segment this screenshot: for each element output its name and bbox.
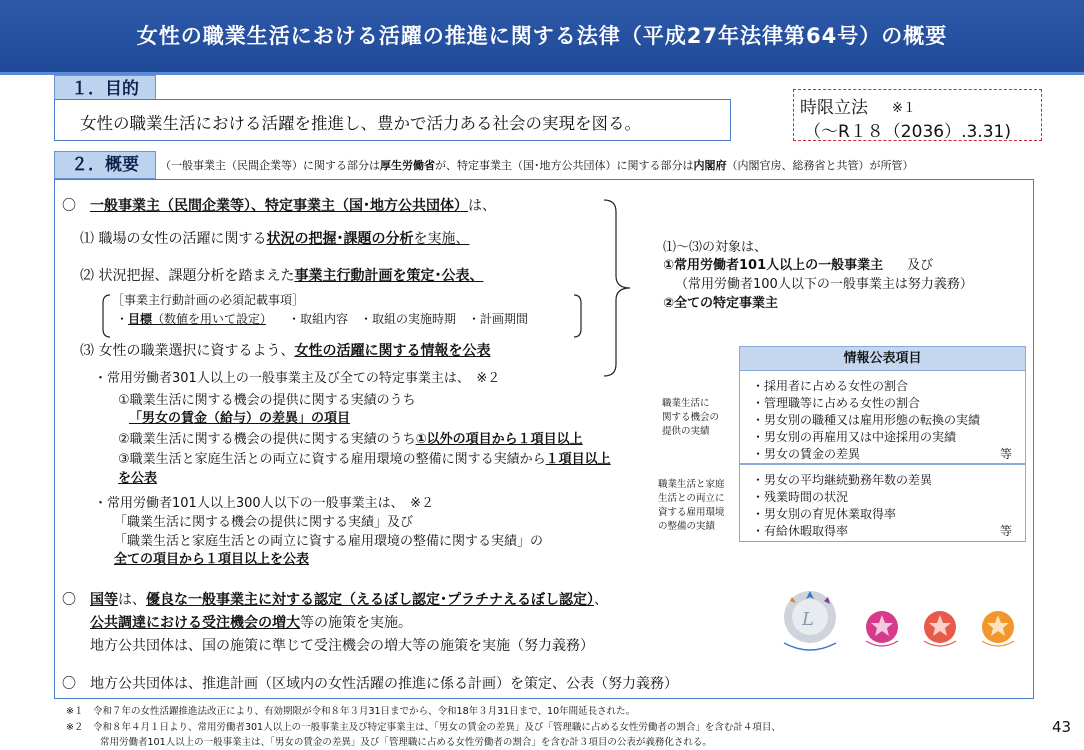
header-divider xyxy=(0,72,1084,75)
eruboshi-3-icon xyxy=(866,611,898,646)
mid-req-2: 「職業生活と家庭生活との両立に資する雇用環境の整備に関する実績」の xyxy=(114,534,544,549)
bullet-1-subject: 一般事業主（民間企業等）、特定事業主（国･地方公共団体） xyxy=(90,198,468,214)
item-1-text: ⑴ 職場の女性の活躍に関する xyxy=(80,231,267,247)
info-item: ・有給休暇取得率 xyxy=(752,524,849,538)
target-small-note: （常用労働者100人以下の一般事業主は努力義務） xyxy=(675,277,973,292)
purpose-text: 女性の職業生活における活躍を推進し、豊かで活力ある社会の実現を図る。 xyxy=(80,114,641,133)
large-employer-line: ・常用労働者301人以上の一般事業主及び全ての特定事業主は、 ※２ xyxy=(94,371,501,386)
eruboshi-logos xyxy=(770,585,1040,665)
bullet-3: 地方公共団体は、推進計画（区域内の女性活躍の推進に係る計画）を策定、公表（努力義務） xyxy=(90,676,678,692)
purpose-box xyxy=(54,99,731,141)
large-req-2-text: ②職業生活に関する機会の提供に関する実績のうち xyxy=(118,432,416,447)
caption-ministry-mhlw: 厚生労働省 xyxy=(380,159,435,172)
label-line: 職業生活と家庭 xyxy=(658,479,725,490)
target-general xyxy=(663,254,933,273)
required-items-title: ［事業主行動計画の必須記載事項］ xyxy=(112,293,305,307)
bullet-2-line-3: 地方公共団体は、国の施策に準じて受注機会の増大等の施策を実施（努力義務） xyxy=(90,638,594,654)
info-group-1-label xyxy=(662,397,719,439)
bullet-2-subject: 国等 xyxy=(90,592,118,608)
large-req-1a: ①職業生活に関する機会の提供に関する実績のうち xyxy=(118,393,416,408)
page-title: 女性の職業生活における活躍の推進に関する法律（平成27年法律第64号）の概要 xyxy=(136,24,948,48)
required-items-list xyxy=(116,310,528,327)
target-brace xyxy=(600,196,640,380)
platinum-eruboshi-icon xyxy=(784,591,836,650)
info-item: ・男女別の再雇用又は中途採用の実績 xyxy=(752,430,957,444)
req-goal-note: （数値を用いて設定） xyxy=(152,312,267,326)
bullet-2-comma: 、 xyxy=(594,592,608,608)
bullet-2-end: 等の施策を実施。 xyxy=(300,615,412,631)
eruboshi-1-icon xyxy=(982,611,1014,646)
info-item: ・残業時間の状況 xyxy=(752,490,849,504)
info-items-header: 情報公表項目 xyxy=(739,346,1026,372)
target-general-emph: ①常用労働者101人以上の一般事業主 xyxy=(663,258,884,273)
overview-caption xyxy=(160,157,914,173)
info-group-2-box xyxy=(739,464,1026,542)
mid-req-1: 「職業生活に関する機会の提供に関する実績」及び xyxy=(114,515,414,530)
bullet-marker: 〇 xyxy=(62,676,76,692)
footnote-2a: ※２ 令和８年４月１日より、常用労働者301人以上の一般事業主及び特定事業主は、「男女の賃金の差異」及び「管理職に占める女性労働者の割合」を含む計４項目、 xyxy=(66,722,781,733)
caption-ministry-cao: 内閣府 xyxy=(693,159,727,172)
info-item: ・男女別の職種又は雇用形態の転換の実績 xyxy=(752,413,981,427)
info-etc: 等 xyxy=(1000,447,1013,461)
info-item: ・男女の平均継続勤務年数の差異 xyxy=(752,473,933,487)
item-1-end: を実施、 xyxy=(413,231,470,247)
purpose-label: １．目的 xyxy=(54,75,156,103)
item-3-emph: 女性の活躍に関する情報を公表 xyxy=(294,343,491,359)
mid-req-3: 全ての項目から１項目以上を公表 xyxy=(114,552,310,567)
bullet-2-line-2 xyxy=(90,612,412,632)
bullet-2-certification: 優良な一般事業主に対する認定（えるぼし認定･プラチナえるぼし認定） xyxy=(146,592,594,608)
time-limit-period: （～R１８（2036）.3.31) xyxy=(804,122,1011,142)
bullet-1 xyxy=(90,195,496,215)
item-3 xyxy=(80,340,490,360)
large-req-3 xyxy=(118,448,611,467)
time-limit-title: 時限立法 xyxy=(800,98,868,118)
item-2 xyxy=(80,265,483,285)
info-group-1-box xyxy=(739,370,1026,464)
info-etc: 等 xyxy=(1000,524,1013,538)
item-1 xyxy=(80,228,469,248)
mid-employer-line: ・常用労働者101人以上300人以下の一般事業主は、 ※２ xyxy=(94,496,435,511)
page-number: 43 xyxy=(1052,718,1072,736)
item-2-text: ⑵ 状況把握、課題分析を踏まえた xyxy=(80,268,295,284)
caption-part: が、特定事業主（国･地方公共団体）に関する部分は xyxy=(435,159,694,172)
caption-part: （一般事業主（民間企業等）に関する部分は xyxy=(160,159,380,172)
svg-text:L: L xyxy=(802,609,814,630)
large-req-3-end: を公表 xyxy=(118,471,158,486)
target-intro: ⑴～⑶の対象は、 xyxy=(663,240,768,255)
large-req-3-text: ③職業生活と家庭生活との両立に資する雇用環境の整備に関する実績から xyxy=(118,452,546,467)
item-1-emph: 状況の把握･課題の分析 xyxy=(266,231,414,247)
req-bullet: ・ xyxy=(116,312,129,326)
label-line: 職業生活に xyxy=(662,398,710,409)
label-line: 生活との両立に xyxy=(658,493,725,504)
large-req-2 xyxy=(118,428,583,447)
item-3-text: ⑶ 女性の職業選択に資するよう、 xyxy=(80,343,295,359)
bullet-1-suffix: は、 xyxy=(468,198,496,214)
info-item: ・男女別の育児休業取得率 xyxy=(752,507,897,521)
large-req-2-emph: ①以外の項目から１項目以上 xyxy=(415,432,583,447)
time-limit-box xyxy=(793,89,1042,141)
large-req-3-emph: １項目以上 xyxy=(545,452,611,467)
footnote-1: ※１ 令和７年の女性活躍推進法改正により、有効期限が令和８年３月31日までから、令和18年３月31日まで、10年間延長された。 xyxy=(66,706,636,717)
footnote-2b: 常用労働者101人以上の一般事業主は、「男女の賃金の差異」及び「管理職に占める女性労働者の割合」を含む計３項目の公表が義務化される。 xyxy=(100,737,712,748)
item-2-emph: 事業主行動計画を策定･公表、 xyxy=(294,268,484,284)
bullet-2-procurement: 公共調達における受注機会の増大 xyxy=(90,615,300,631)
info-item: ・採用者に占める女性の割合 xyxy=(752,379,909,393)
label-line: の整備の実績 xyxy=(658,521,716,532)
req-goal: 目標 xyxy=(128,312,153,326)
bullet-2-ha: は、 xyxy=(118,592,146,608)
info-group-2-label xyxy=(658,478,725,534)
info-item: ・男女の賃金の差異 xyxy=(752,447,861,461)
eruboshi-2-icon xyxy=(924,611,956,646)
time-limit-note: ※１ xyxy=(892,101,916,116)
target-and: 及び xyxy=(907,258,934,273)
bullet-marker: 〇 xyxy=(62,198,76,214)
info-item: ・管理職等に占める女性の割合 xyxy=(752,396,921,410)
bullet-marker: 〇 xyxy=(62,592,76,608)
bullet-2-line-1 xyxy=(90,589,608,609)
label-line: 提供の実績 xyxy=(662,426,710,437)
target-specific: ②全ての特定事業主 xyxy=(663,296,779,311)
caption-part: （内閣官房、総務省と共管）が所管） xyxy=(726,159,914,172)
large-req-1b: 「男女の賃金（給与）の差異」の項目 xyxy=(129,411,351,426)
label-line: 関する機会の xyxy=(662,412,720,423)
req-others: ・取組内容 ・取組の実施時期 ・計画期間 xyxy=(288,312,529,326)
overview-label: ２．概要 xyxy=(54,151,156,179)
label-line: 資する雇用環境 xyxy=(658,507,725,518)
